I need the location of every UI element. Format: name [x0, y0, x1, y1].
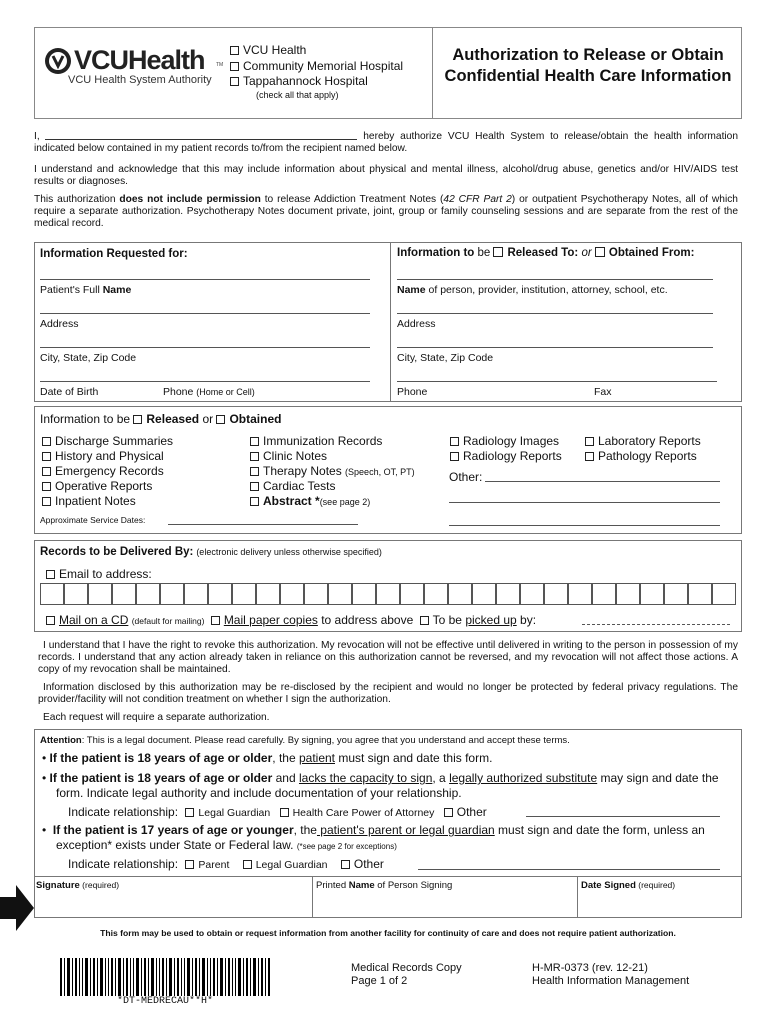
page-label: Page 1 of 2: [351, 975, 408, 987]
record-emergency[interactable]: Emergency Records: [42, 464, 164, 478]
email-char-box[interactable]: [544, 583, 568, 605]
email-char-box[interactable]: [448, 583, 472, 605]
record-other-field-3[interactable]: [449, 525, 720, 526]
record-therapy-notes[interactable]: Therapy Notes (Speech, OT, PT): [250, 464, 415, 478]
intro-acknowledge: I understand and acknowledge that this may include information about physical and mental illness, alcohol/drug abuse, genetics and/or HIV/AIDS test results or diagnoses.: [34, 164, 738, 187]
sign-here-arrow-icon: [0, 885, 34, 931]
record-cardiac-tests[interactable]: Cardiac Tests: [250, 479, 335, 493]
patient-dob-phone-field[interactable]: [40, 381, 370, 382]
p3e: ) or outpatient Psychotherapy Notes, all of which require a separate authorization. Psychotherapy Notes document private, joint, group or family counseling sessions and are separate from the rest of the medical record.: [34, 194, 738, 229]
p3b: does not include permission: [119, 194, 261, 205]
patient-dob-label: Date of Birth: [40, 386, 99, 398]
intro-text: hereby authorize VCU Health System to release/obtain the health information indicated below contained in my patient records to/from the recipient named below.: [34, 131, 738, 154]
facility-cmh-checkbox[interactable]: [230, 59, 403, 73]
patient-phone-label: Phone (Home or Cell): [163, 386, 255, 398]
email-char-box[interactable]: [328, 583, 352, 605]
facility-label: Community Memorial Hospital: [243, 59, 404, 73]
rel-poa-checkbox[interactable]: [280, 808, 289, 817]
rel-other-2-field[interactable]: [418, 869, 720, 870]
pickup-b: picked up: [465, 613, 517, 627]
barcode: [60, 958, 270, 996]
recipient-fax-label: Fax: [594, 386, 612, 398]
pickup-checkbox[interactable]: [420, 616, 429, 625]
p3c: to release Addiction Treatment Notes (: [260, 194, 444, 205]
email-char-box[interactable]: [616, 583, 640, 605]
form-number: H-MR-0373 (rev. 12-21): [532, 962, 648, 974]
email-checkbox[interactable]: Email to address:: [46, 567, 152, 581]
email-char-box[interactable]: [184, 583, 208, 605]
pickup-c: by:: [516, 613, 537, 627]
patient-address-label: Address: [40, 318, 79, 330]
email-char-box[interactable]: [424, 583, 448, 605]
patient-name-label: Patient's Full Name: [40, 284, 132, 296]
records-obtained-checkbox[interactable]: [216, 415, 225, 424]
vcu-logo: [44, 46, 224, 96]
barcode-text: *DT-MEDRECAU**H*: [116, 996, 213, 1007]
mail-paper-checkbox[interactable]: [211, 616, 220, 625]
vcu-logo-icon: [44, 47, 72, 75]
attention-bullet-3: • If the patient is 17 years of age or younger, the patient's parent or legal guardian must sign and date the form, unless an exception* exists under State or Federal law. (*see page 2 for exceptions): [42, 823, 705, 852]
email-char-box[interactable]: [520, 583, 544, 605]
patient-city-label: City, State, Zip Code: [40, 352, 137, 364]
attention-text: Attention: This is a legal document. Please read carefully. By signing, you agree that you understand and accept these terms.: [40, 735, 570, 746]
delivery-options: [46, 613, 536, 627]
recipient-city-label: City, State, Zip Code: [397, 352, 494, 364]
signature-field[interactable]: Signature (required): [36, 880, 120, 891]
recipient-phone-label: Phone: [397, 386, 428, 398]
p3a: This authorization: [34, 194, 120, 205]
email-char-box[interactable]: [496, 583, 520, 605]
rel-legal-guardian-2-checkbox[interactable]: [243, 860, 252, 869]
facilities-note: (check all that apply): [256, 90, 339, 100]
footer-notice: This form may be used to obtain or request information from another facility for continuity of care and does not require patient authorization.: [100, 928, 676, 938]
separate-auth-text: Each request will require a separate authorization.: [43, 712, 270, 723]
patient-name-field[interactable]: [40, 279, 370, 280]
department-label: Health Information Management: [532, 975, 690, 987]
records-heading: Information to be Released or Obtained: [40, 412, 282, 426]
signature-divider-2: [577, 876, 578, 918]
record-radiology-reports[interactable]: Radiology Reports: [450, 449, 562, 463]
recipient-address-label: Address: [397, 318, 436, 330]
mail-paper-tail: to address above: [321, 613, 414, 627]
record-inpatient-notes[interactable]: Inpatient Notes: [42, 494, 136, 508]
record-clinic-notes[interactable]: Clinic Notes: [250, 449, 327, 463]
rel-other-field[interactable]: [526, 816, 720, 817]
record-history-physical[interactable]: History and Physical: [42, 449, 164, 463]
email-char-box[interactable]: [256, 583, 280, 605]
patient-name-blank[interactable]: [45, 131, 357, 140]
info-section-box: [34, 242, 742, 402]
patient-address-field[interactable]: [40, 313, 370, 314]
email-char-box[interactable]: [64, 583, 88, 605]
patient-city-field[interactable]: [40, 347, 370, 348]
logo-main: VCUHealth: [74, 45, 205, 75]
record-other-field[interactable]: [485, 481, 720, 482]
recipient-address-field[interactable]: [397, 313, 713, 314]
record-radiology-images[interactable]: Radiology Images: [450, 434, 559, 448]
recipient-city-field[interactable]: [397, 347, 713, 348]
info-section-divider: [390, 242, 391, 402]
email-char-box[interactable]: [592, 583, 616, 605]
email-char-box[interactable]: [400, 583, 424, 605]
record-discharge-summaries[interactable]: Discharge Summaries: [42, 434, 173, 448]
email-char-box[interactable]: [304, 583, 328, 605]
facility-label: VCU Health: [243, 43, 307, 57]
pickup-name-field[interactable]: [582, 624, 730, 625]
rel-other-2-checkbox[interactable]: [341, 860, 350, 869]
intro-i: I,: [34, 131, 40, 142]
mail-paper-label: Mail paper copies: [223, 613, 318, 627]
email-char-box[interactable]: [112, 583, 136, 605]
record-pathology-reports[interactable]: Pathology Reports: [585, 449, 697, 463]
facility-label: Tappahannock Hospital: [243, 74, 368, 88]
recipient-name-label: Name of person, provider, institution, attorney, school, etc.: [397, 284, 668, 296]
signature-divider-1: [312, 876, 313, 918]
email-char-box[interactable]: [712, 583, 736, 605]
recipient-name-field[interactable]: [397, 279, 713, 280]
email-char-box[interactable]: [280, 583, 304, 605]
record-operative[interactable]: Operative Reports: [42, 479, 152, 493]
delivery-heading: Records to be Delivered By: (electronic delivery unless otherwise specified): [40, 546, 382, 558]
email-char-box[interactable]: [88, 583, 112, 605]
email-address-boxes[interactable]: [40, 583, 736, 605]
pickup-a: To be: [432, 613, 466, 627]
email-char-box[interactable]: [376, 583, 400, 605]
relationship-row-1: Indicate relationship: Legal Guardian Health Care Power of Attorney Other: [68, 805, 487, 819]
mail-cd-note: (default for mailing): [131, 616, 205, 626]
attention-bullet-2: • If the patient is 18 years of age or older and lacks the capacity to sign, a legally authorized substitute may sign and date the form. Indicate legal authority and include documentation of your relationship.: [42, 771, 719, 800]
intro-authorization: [34, 131, 738, 155]
recipient-phone-fax-field[interactable]: [397, 381, 717, 382]
attention-bullet-1: • If the patient is 18 years of age or older, the patient must sign and date this form.: [42, 751, 493, 765]
record-laboratory-reports[interactable]: Laboratory Reports: [585, 434, 701, 448]
record-other-label: Other:: [449, 470, 483, 484]
obtained-from-checkbox[interactable]: [595, 247, 605, 257]
facility-tappahannock-checkbox[interactable]: [230, 74, 368, 88]
intro-exclusions: [34, 194, 738, 230]
mail-cd-checkbox[interactable]: [46, 616, 55, 625]
record-immunization[interactable]: Immunization Records: [250, 434, 382, 448]
mail-cd-label: Mail on a CD: [59, 613, 129, 627]
header-divider: [432, 27, 433, 119]
redisclosure-text: Information disclosed by this authorization may be re-disclosed by the recipient and would no longer be protected by federal privacy regulations. The provider/facility will not condition treatment on whether I sign the authorization.: [38, 682, 738, 705]
signature-row-top-rule: [34, 876, 742, 877]
record-other-field-2[interactable]: [449, 502, 720, 503]
revoke-text: I understand that I have the right to revoke this authorization. My revocation will not be effective until delivered in writing to the person in possession of my records. I understand that any action already taken in reliance on this authorization cannot be reversed, and my revocation will not affect those actions. A copy of my revocation shall be maintained.: [38, 640, 738, 675]
facility-vcu-checkbox[interactable]: [230, 43, 306, 57]
email-char-box[interactable]: [40, 583, 64, 605]
rel-parent-checkbox[interactable]: [185, 860, 194, 869]
rel-legal-guardian-checkbox[interactable]: [185, 808, 194, 817]
email-char-box[interactable]: [664, 583, 688, 605]
service-dates-field[interactable]: [168, 524, 358, 525]
email-char-box[interactable]: [688, 583, 712, 605]
logo-tm: TM: [216, 62, 224, 68]
printed-name-field[interactable]: Printed Name of Person Signing: [316, 880, 453, 891]
date-signed-field[interactable]: Date Signed (required): [581, 880, 676, 891]
relationship-row-2: Indicate relationship: Parent Legal Guardian Other: [68, 857, 384, 871]
copy-label: Medical Records Copy: [351, 962, 462, 974]
record-abstract[interactable]: Abstract *(see page 2): [250, 494, 370, 508]
email-char-box[interactable]: [568, 583, 592, 605]
service-dates-label: Approximate Service Dates:: [40, 515, 146, 525]
released-to-checkbox[interactable]: [493, 247, 503, 257]
email-char-box[interactable]: [208, 583, 232, 605]
email-char-box[interactable]: [232, 583, 256, 605]
email-char-box[interactable]: [160, 583, 184, 605]
email-char-box[interactable]: [640, 583, 664, 605]
info-to-heading: Information to be Released To: or Obtained From:: [397, 247, 695, 259]
form-title: Authorization to Release or Obtain Confidential Health Care Information: [444, 46, 732, 85]
p3d: 42 CFR Part 2: [443, 194, 512, 205]
records-released-checkbox[interactable]: [133, 415, 142, 424]
email-char-box[interactable]: [136, 583, 160, 605]
logo-subtitle: VCU Health System Authority: [68, 74, 212, 86]
email-char-box[interactable]: [472, 583, 496, 605]
info-requested-heading: Information Requested for:: [40, 248, 188, 260]
rel-other-checkbox[interactable]: [444, 808, 453, 817]
email-char-box[interactable]: [352, 583, 376, 605]
